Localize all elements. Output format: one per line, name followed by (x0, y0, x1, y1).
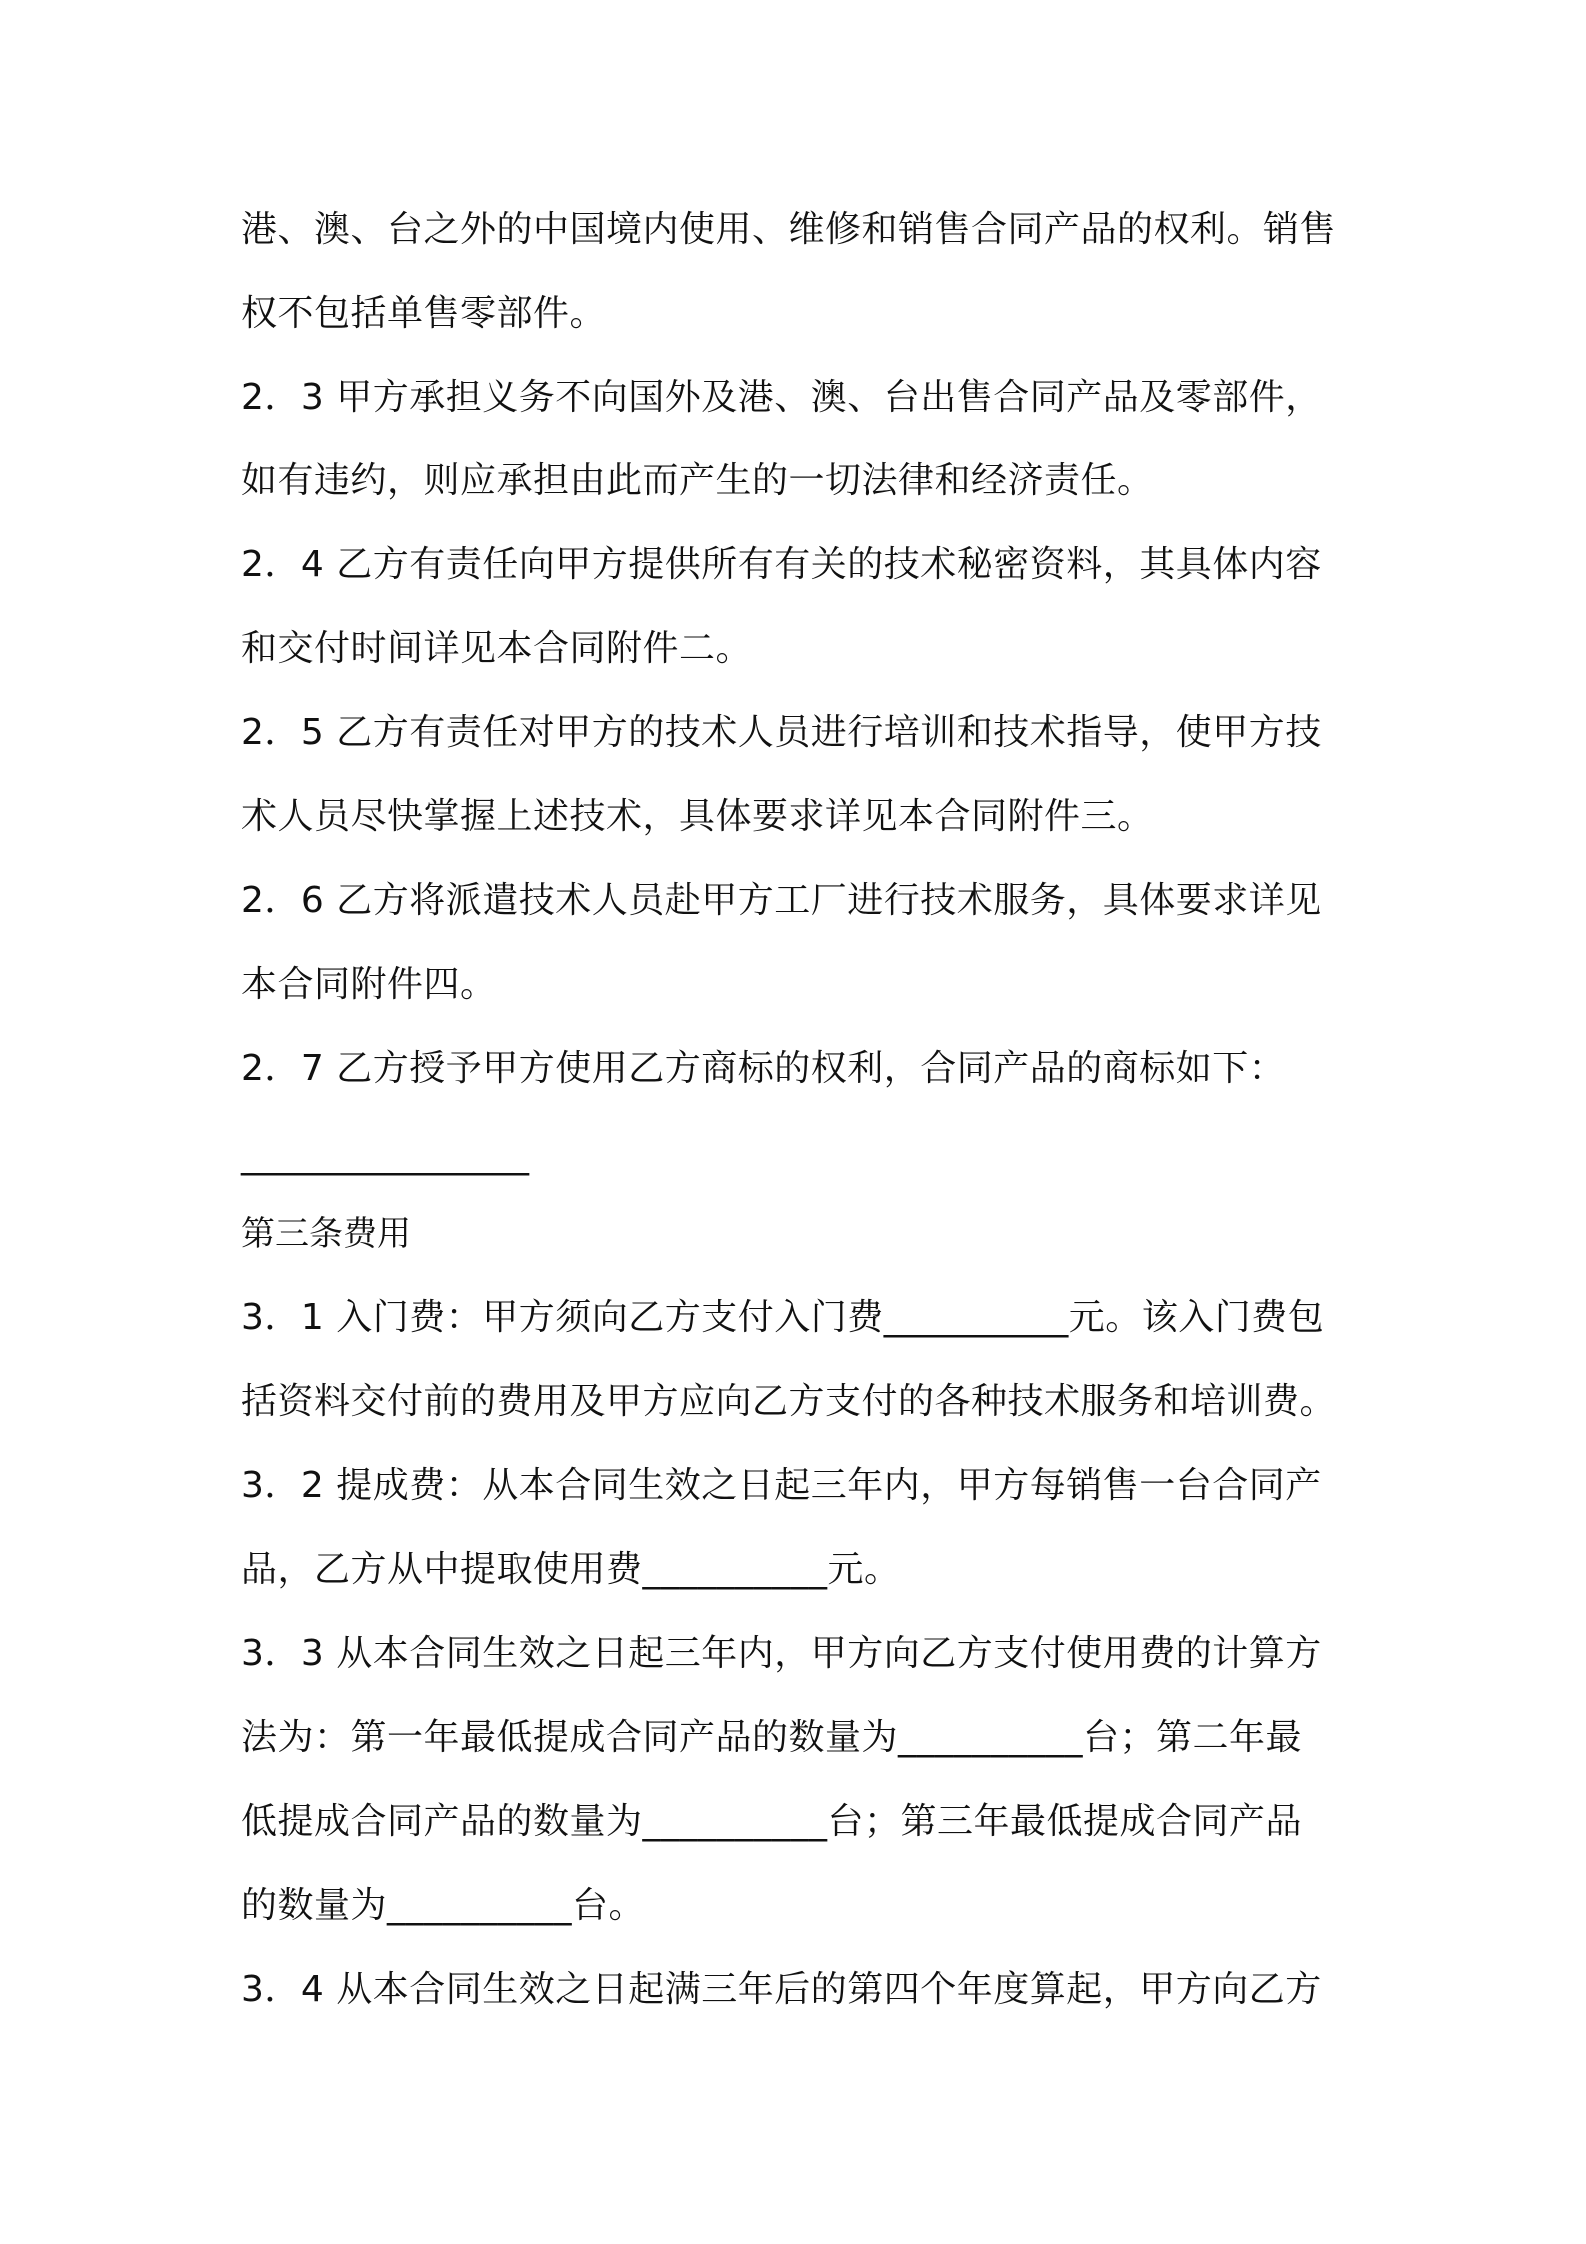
clause-2-5: 2．5 乙方有责任对甲方的技术人员进行培训和技术指导，使甲方技 (241, 712, 1322, 753)
text-line: 如有违约，则应承担由此而产生的一切法律和经济责任。 (241, 460, 1154, 501)
trademark-blank: ________________ (241, 1135, 529, 1176)
text-line: 的数量为__________台。 (241, 1885, 646, 1926)
clause-2-7: 2．7 乙方授予甲方使用乙方商标的权利，合同产品的商标如下： (241, 1048, 1286, 1089)
text-line: 术人员尽快掌握上述技术，具体要求详见本合同附件三。 (241, 796, 1154, 837)
text-line: 品，乙方从中提取使用费__________元。 (241, 1549, 901, 1590)
text-line: 低提成合同产品的数量为__________台；第三年最低提成合同产品 (241, 1801, 1303, 1842)
text-line: 括资料交付前的费用及甲方应向乙方支付的各种技术服务和培训费。 (241, 1381, 1337, 1422)
text-line: 港、澳、台之外的中国境内使用、维修和销售合同产品的权利。销售 (241, 209, 1337, 250)
clause-3-1: 3．1 入门费：甲方须向乙方支付入门费__________元。该入门费包 (241, 1297, 1325, 1338)
text-line: 法为：第一年最低提成合同产品的数量为__________台；第二年最 (241, 1717, 1303, 1758)
clause-2-3: 2．3 甲方承担义务不向国外及港、澳、台出售合同产品及零部件， (241, 377, 1322, 418)
clause-3-4: 3．4 从本合同生效之日起满三年后的第四个年度算起，甲方向乙方 (241, 1969, 1322, 2010)
text-line: 和交付时间详见本合同附件二。 (241, 628, 753, 669)
clause-2-4: 2．4 乙方有责任向甲方提供所有有关的技术秘密资料，其具体内容 (241, 544, 1322, 585)
text-line: 本合同附件四。 (241, 964, 497, 1005)
clause-2-6: 2．6 乙方将派遣技术人员赴甲方工厂进行技术服务，具体要求详见 (241, 880, 1322, 921)
section-heading: 第三条费用 (241, 1214, 411, 1254)
clause-3-2: 3．2 提成费：从本合同生效之日起三年内，甲方每销售一台合同产 (241, 1465, 1322, 1506)
clause-3-3: 3．3 从本合同生效之日起三年内，甲方向乙方支付使用费的计算方 (241, 1633, 1322, 1674)
text-line: 权不包括单售零部件。 (241, 293, 607, 334)
